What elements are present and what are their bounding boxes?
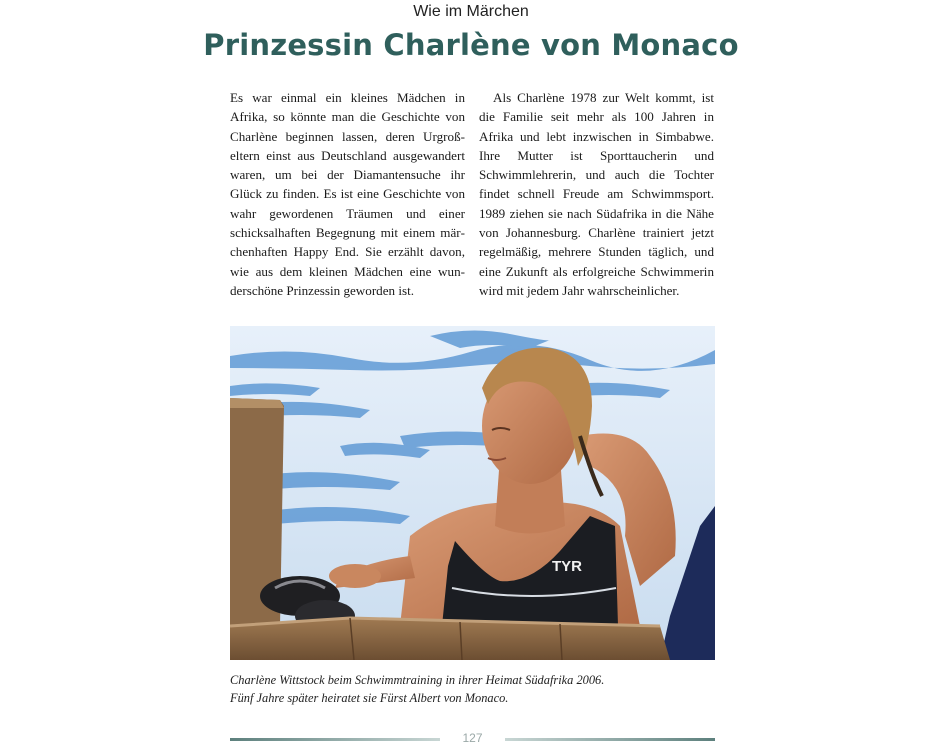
body-text-right-column: Als Charlène 1978 zur Welt kommt, ist die Familie seit mehr als 100 Jahren in Afrika und lebt inzwischen in Simbabwe. Ihre Mutter ist Sporttaucherin und Schwimmlehrerin, und auch die Tochter findet schnell Freude am Schwimmsport. 1989 ziehen sie nach Südafrika in die Nähe von Johannesburg. Charlène trainiert jetzt regelmäßig, mehrere Stunden täglich, und eine Zukunft als erfolgreiche Schwimmerin wird mit jedem Jahr wahrscheinlicher. (479, 90, 714, 298)
caption-line-2: Fünf Jahre später heiratet sie Fürst Albert von Monaco. (230, 691, 509, 705)
swimsuit-logo: TYR (552, 558, 582, 575)
caption-line-1: Charlène Wittstock beim Schwimmtraining in ihrer Heimat Südafrika 2006. (230, 673, 605, 687)
page-title: Prinzessin Charlène von Monaco (203, 28, 739, 62)
section-kicker: Wie im Märchen (413, 3, 529, 20)
footer-rule-right (505, 738, 715, 741)
photo-caption (230, 671, 715, 707)
swimmer-photo (230, 326, 715, 660)
body-text-left-column: Es war einmal ein kleines Mädchen in Afrika, so könnte man die Geschichte von Charlène beginnen lassen, deren Urgroßeltern einst aus Deutschland ausgewandert waren, um bei der Diamantensuche ihr Glück zu finden. Es ist eine Geschichte von wahr gewordenen Träumen und einer schicksalhaften Begegnung mit einem märchenhaften Happy End. Sie erzählt davon, wie aus dem kleinen Mädchen eine wunderschöne Prinzessin geworden ist. (230, 90, 465, 298)
footer-rule-left (230, 738, 440, 741)
page-number: 127 (462, 731, 483, 745)
